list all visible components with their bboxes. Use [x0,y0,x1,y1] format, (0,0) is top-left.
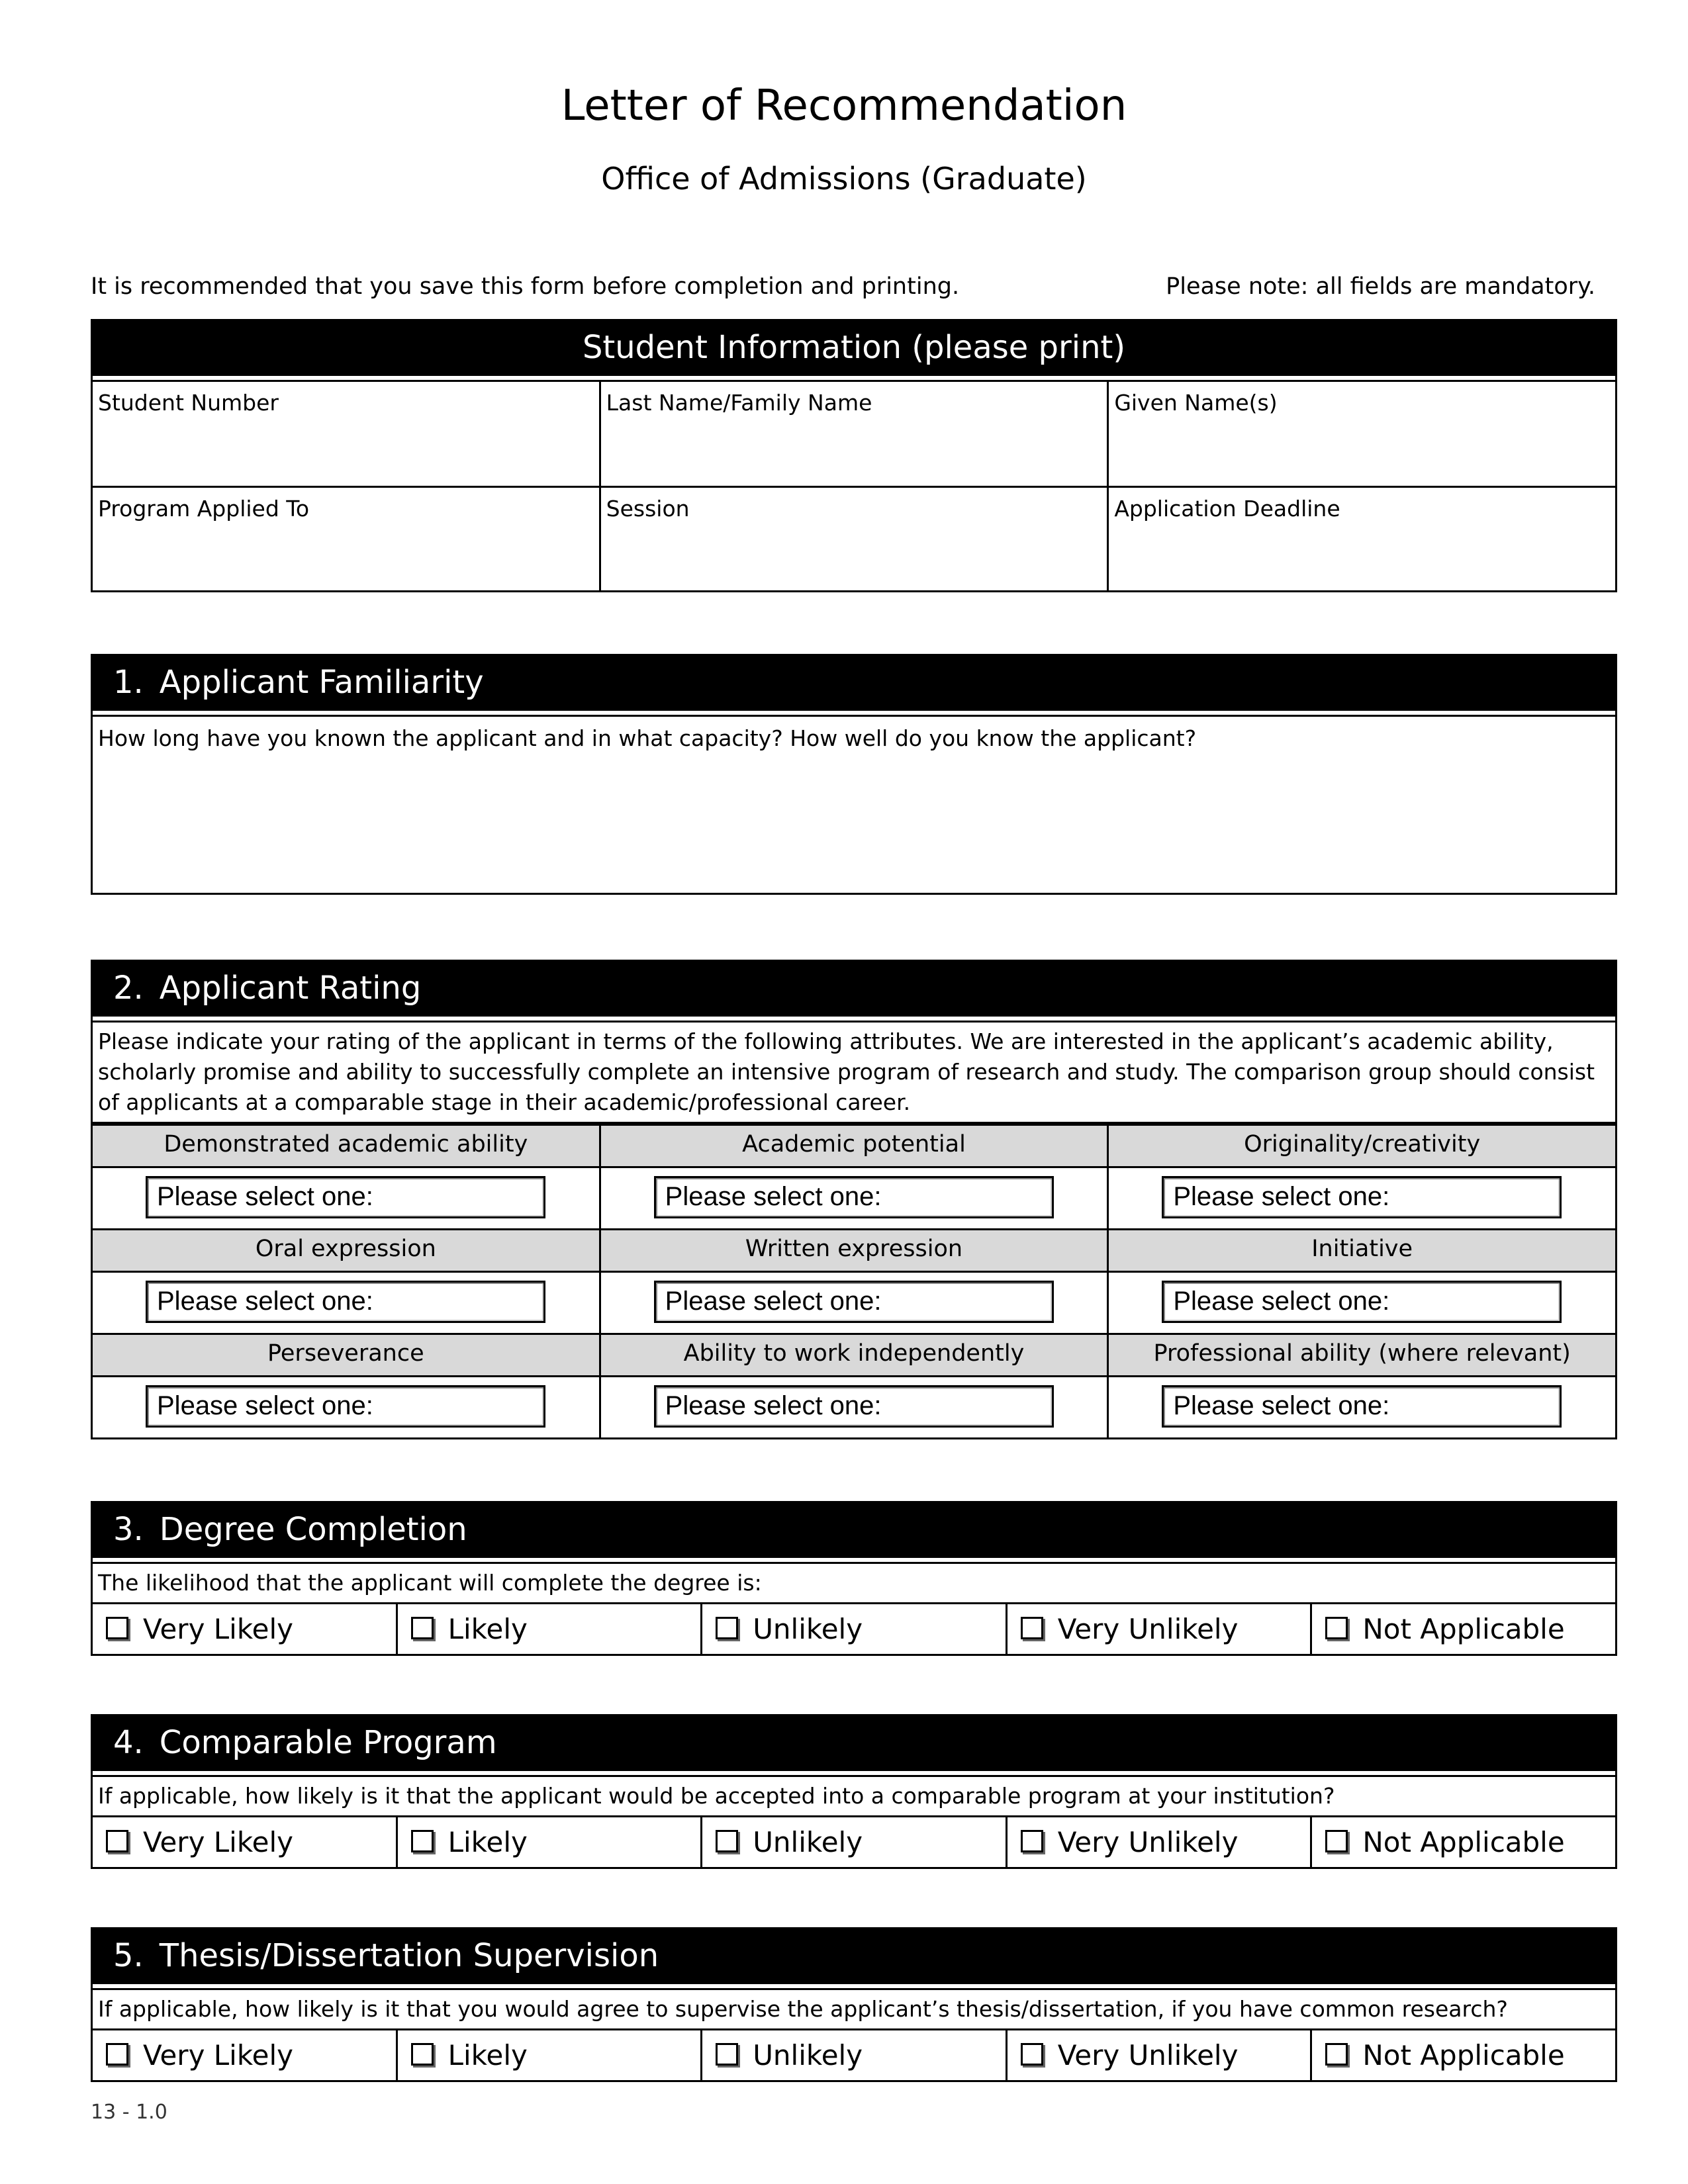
academic-ability-select[interactable]: Please select one: [146,1176,545,1218]
supervision-question: If applicable, how likely is it that you would agree to supervise the applicant’s thesis/dissertation, if you have common research? [91,1988,1617,2030]
given-names-field[interactable] [1108,381,1617,487]
page-subtitle: Office of Admissions (Graduate) [601,161,1087,197]
page-title: Letter of Recommendation [561,81,1127,130]
form-code: 13 - 1.0 [91,2101,167,2124]
field-label: Session [606,496,690,522]
checkbox-icon[interactable] [1021,2043,1043,2066]
checkbox-icon[interactable] [1325,2043,1348,2066]
degree-completion-question: The likelihood that the applicant will complete the degree is: [91,1562,1617,1604]
checkbox-icon[interactable] [411,1830,434,1852]
oral-expression-select[interactable]: Please select one: [146,1281,545,1323]
field-label: Student Number [98,390,279,416]
academic-potential-select[interactable]: Please select one: [654,1176,1054,1218]
checkbox-icon[interactable] [1021,1830,1043,1852]
checkbox-icon[interactable] [411,1617,434,1639]
attribute-label: Professional ability (where relevant) [1108,1334,1617,1377]
attribute-label: Written expression [600,1230,1108,1272]
rating-intro: Please indicate your rating of the applicant in terms of the following attributes. We are interested in the applicant’s academic ability, scholarly promise and ability to successfully complete an intensive program of research and study. The comparison group should consist of applicants at a comparable stage in their academic/professional career. [91,1021,1617,1124]
checkbox-icon[interactable] [1021,1617,1043,1639]
attribute-label: Perseverance [92,1334,600,1377]
checkbox-icon[interactable] [106,1617,128,1639]
program-applied-field[interactable] [92,487,600,592]
checkbox-icon[interactable] [716,2043,738,2066]
familiarity-section [91,654,1617,895]
student-info-header: Student Information (please print) [91,319,1617,376]
field-label: Program Applied To [98,496,310,522]
attribute-label: Oral expression [92,1230,600,1272]
degree-completion-options [91,1604,1617,1656]
option-very-likely[interactable]: Very Likely [92,1817,397,1868]
student-number-field[interactable] [92,381,600,487]
checkbox-icon[interactable] [411,2043,434,2066]
option-not-applicable[interactable]: Not Applicable [1311,1817,1617,1868]
perseverance-select[interactable]: Please select one: [146,1385,545,1428]
checkbox-icon[interactable] [106,2043,128,2066]
professional-ability-select[interactable]: Please select one: [1162,1385,1562,1428]
independent-work-select[interactable]: Please select one: [654,1385,1054,1428]
originality-select[interactable]: Please select one: [1162,1176,1562,1218]
checkbox-icon[interactable] [716,1830,738,1852]
option-unlikely[interactable]: Unlikely [702,1817,1007,1868]
degree-completion-section [91,1501,1617,1656]
section-header: 4. Comparable Program [91,1714,1617,1771]
initiative-select[interactable]: Please select one: [1162,1281,1562,1323]
section-header: 2. Applicant Rating [91,960,1617,1017]
checkbox-icon[interactable] [106,1830,128,1852]
section-header: 5. Thesis/Dissertation Supervision [91,1927,1617,1984]
option-unlikely[interactable]: Unlikely [702,2030,1007,2081]
attribute-label: Initiative [1108,1230,1617,1272]
supervision-section [91,1927,1617,2082]
field-label: Last Name/Family Name [606,390,872,416]
attribute-label: Academic potential [600,1125,1108,1167]
option-very-likely[interactable]: Very Likely [92,1604,397,1655]
section-header: 1. Applicant Familiarity [91,654,1617,711]
student-info-table [91,380,1617,592]
attribute-label: Demonstrated academic ability [92,1125,600,1167]
field-label: Given Name(s) [1114,390,1278,416]
checkbox-icon[interactable] [716,1617,738,1639]
comparable-program-question: If applicable, how likely is it that the applicant would be accepted into a comparable program at your institution? [91,1775,1617,1817]
last-name-field[interactable] [600,381,1108,487]
option-very-likely[interactable]: Very Likely [92,2030,397,2081]
option-very-unlikely[interactable]: Very Unlikely [1006,2030,1311,2081]
attribute-label: Originality/creativity [1108,1125,1617,1167]
student-info-section [91,319,1617,592]
familiarity-textarea[interactable] [91,715,1617,895]
option-likely[interactable]: Likely [397,1604,702,1655]
mandatory-note: Please note: all fields are mandatory. [1166,273,1595,300]
session-field[interactable] [600,487,1108,592]
option-not-applicable[interactable]: Not Applicable [1311,1604,1617,1655]
rating-section [91,960,1617,1439]
option-very-unlikely[interactable]: Very Unlikely [1006,1817,1311,1868]
option-not-applicable[interactable]: Not Applicable [1311,2030,1617,2081]
comparable-program-section [91,1714,1617,1869]
attribute-label: Ability to work independently [600,1334,1108,1377]
option-likely[interactable]: Likely [397,2030,702,2081]
supervision-options [91,2030,1617,2082]
option-likely[interactable]: Likely [397,1817,702,1868]
checkbox-icon[interactable] [1325,1617,1348,1639]
written-expression-select[interactable]: Please select one: [654,1281,1054,1323]
comparable-program-options [91,1817,1617,1869]
familiarity-question: How long have you known the applicant and in what capacity? How well do you know the applicant? [98,725,1197,751]
save-note: It is recommended that you save this form before completion and printing. [91,273,960,300]
application-deadline-field[interactable] [1108,487,1617,592]
checkbox-icon[interactable] [1325,1830,1348,1852]
field-label: Application Deadline [1114,496,1340,522]
option-very-unlikely[interactable]: Very Unlikely [1006,1604,1311,1655]
rating-table [91,1124,1617,1439]
option-unlikely[interactable]: Unlikely [702,1604,1007,1655]
section-header: 3. Degree Completion [91,1501,1617,1558]
